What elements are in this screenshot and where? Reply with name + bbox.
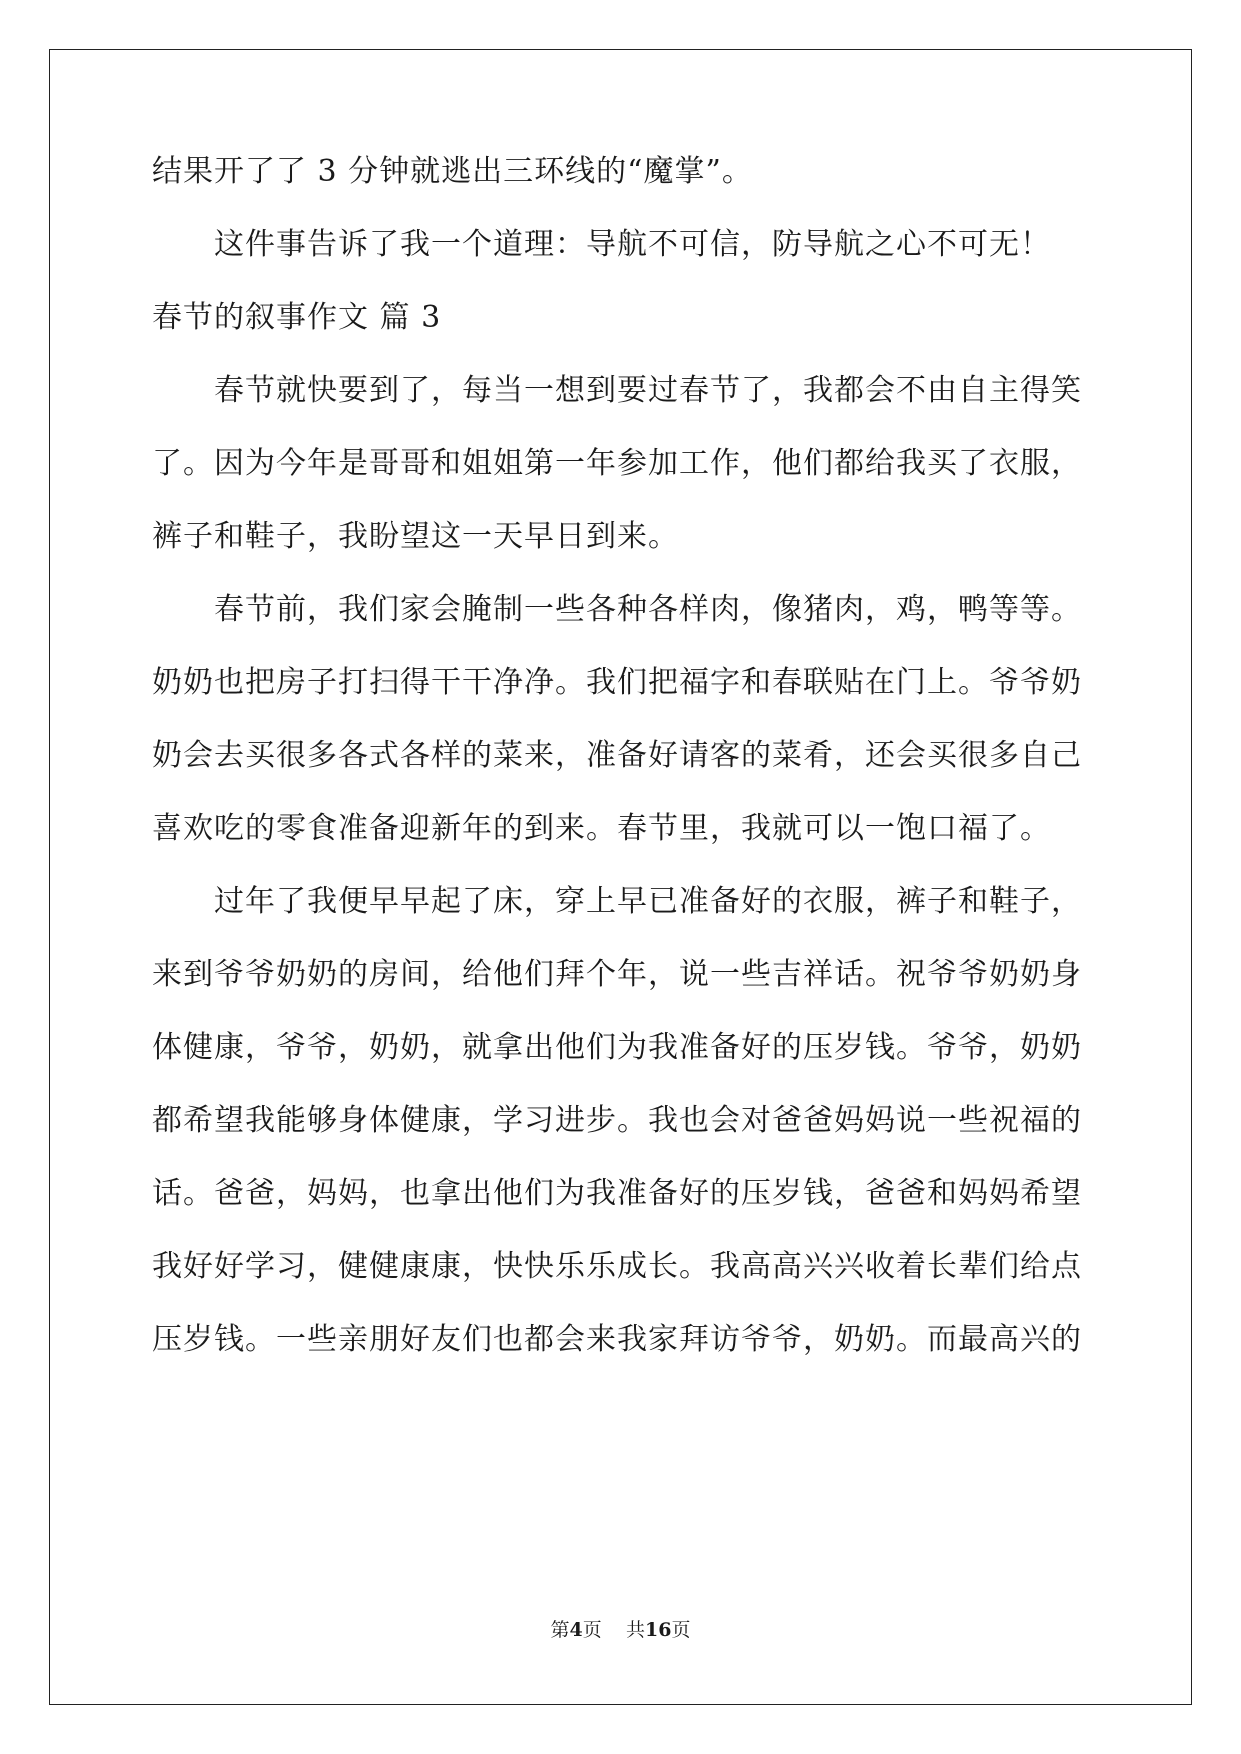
total-pages: 16 [644,1619,672,1641]
body-line: 体健康，爷爷，奶奶，就拿出他们为我准备好的压岁钱。爷爷，奶奶 [152,1030,1082,1065]
body-line: 春节就快要到了，每当一想到要过春节了，我都会不由自主得笑 [214,373,1082,408]
body-line: 奶奶也把房子打扫得干干净净。我们把福字和春联贴在门上。爷爷奶 [152,665,1082,700]
page-number: 4 [569,1619,583,1641]
body-line: 结果开了了 3 分钟就逃出三环线的“魔掌”。 [152,154,753,189]
body-line: 这件事告诉了我一个道理：导航不可信，防导航之心不可无！ [214,227,1051,262]
body-line: 我好好学习，健健康康，快快乐乐成长。我高高兴兴收着长辈们给点 [152,1249,1082,1284]
total-suffix: 页 [671,1619,691,1641]
body-line: 来到爷爷奶奶的房间，给他们拜个年，说一些吉祥话。祝爷爷奶奶身 [152,957,1082,992]
body-line: 压岁钱。一些亲朋好友们也都会来我家拜访爷爷，奶奶。而最高兴的 [152,1322,1082,1357]
total-prefix: 共 [625,1619,645,1641]
page-prefix: 第 [550,1619,570,1641]
page-footer [0,1618,1241,1642]
body-line: 喜欢吃的零食准备迎新年的到来。春节里，我就可以一饱口福了。 [152,811,1051,846]
body-line: 都希望我能够身体健康，学习进步。我也会对爸爸妈妈说一些祝福的 [152,1103,1082,1138]
body-line: 话。爸爸，妈妈，也拿出他们为我准备好的压岁钱，爸爸和妈妈希望 [152,1176,1082,1211]
body-line: 过年了我便早早起了床，穿上早已准备好的衣服，裤子和鞋子， [214,884,1082,919]
body-line: 了。因为今年是哥哥和姐姐第一年参加工作，他们都给我买了衣服， [152,446,1082,481]
section-heading: 春节的叙事作文 篇 3 [152,300,442,335]
page-suffix: 页 [582,1619,602,1641]
body-line: 裤子和鞋子，我盼望这一天早日到来。 [152,519,679,554]
body-line: 奶会去买很多各式各样的菜来，准备好请客的菜肴，还会买很多自己 [152,738,1082,773]
body-line: 春节前，我们家会腌制一些各种各样肉，像猪肉，鸡，鸭等等。 [214,592,1082,627]
